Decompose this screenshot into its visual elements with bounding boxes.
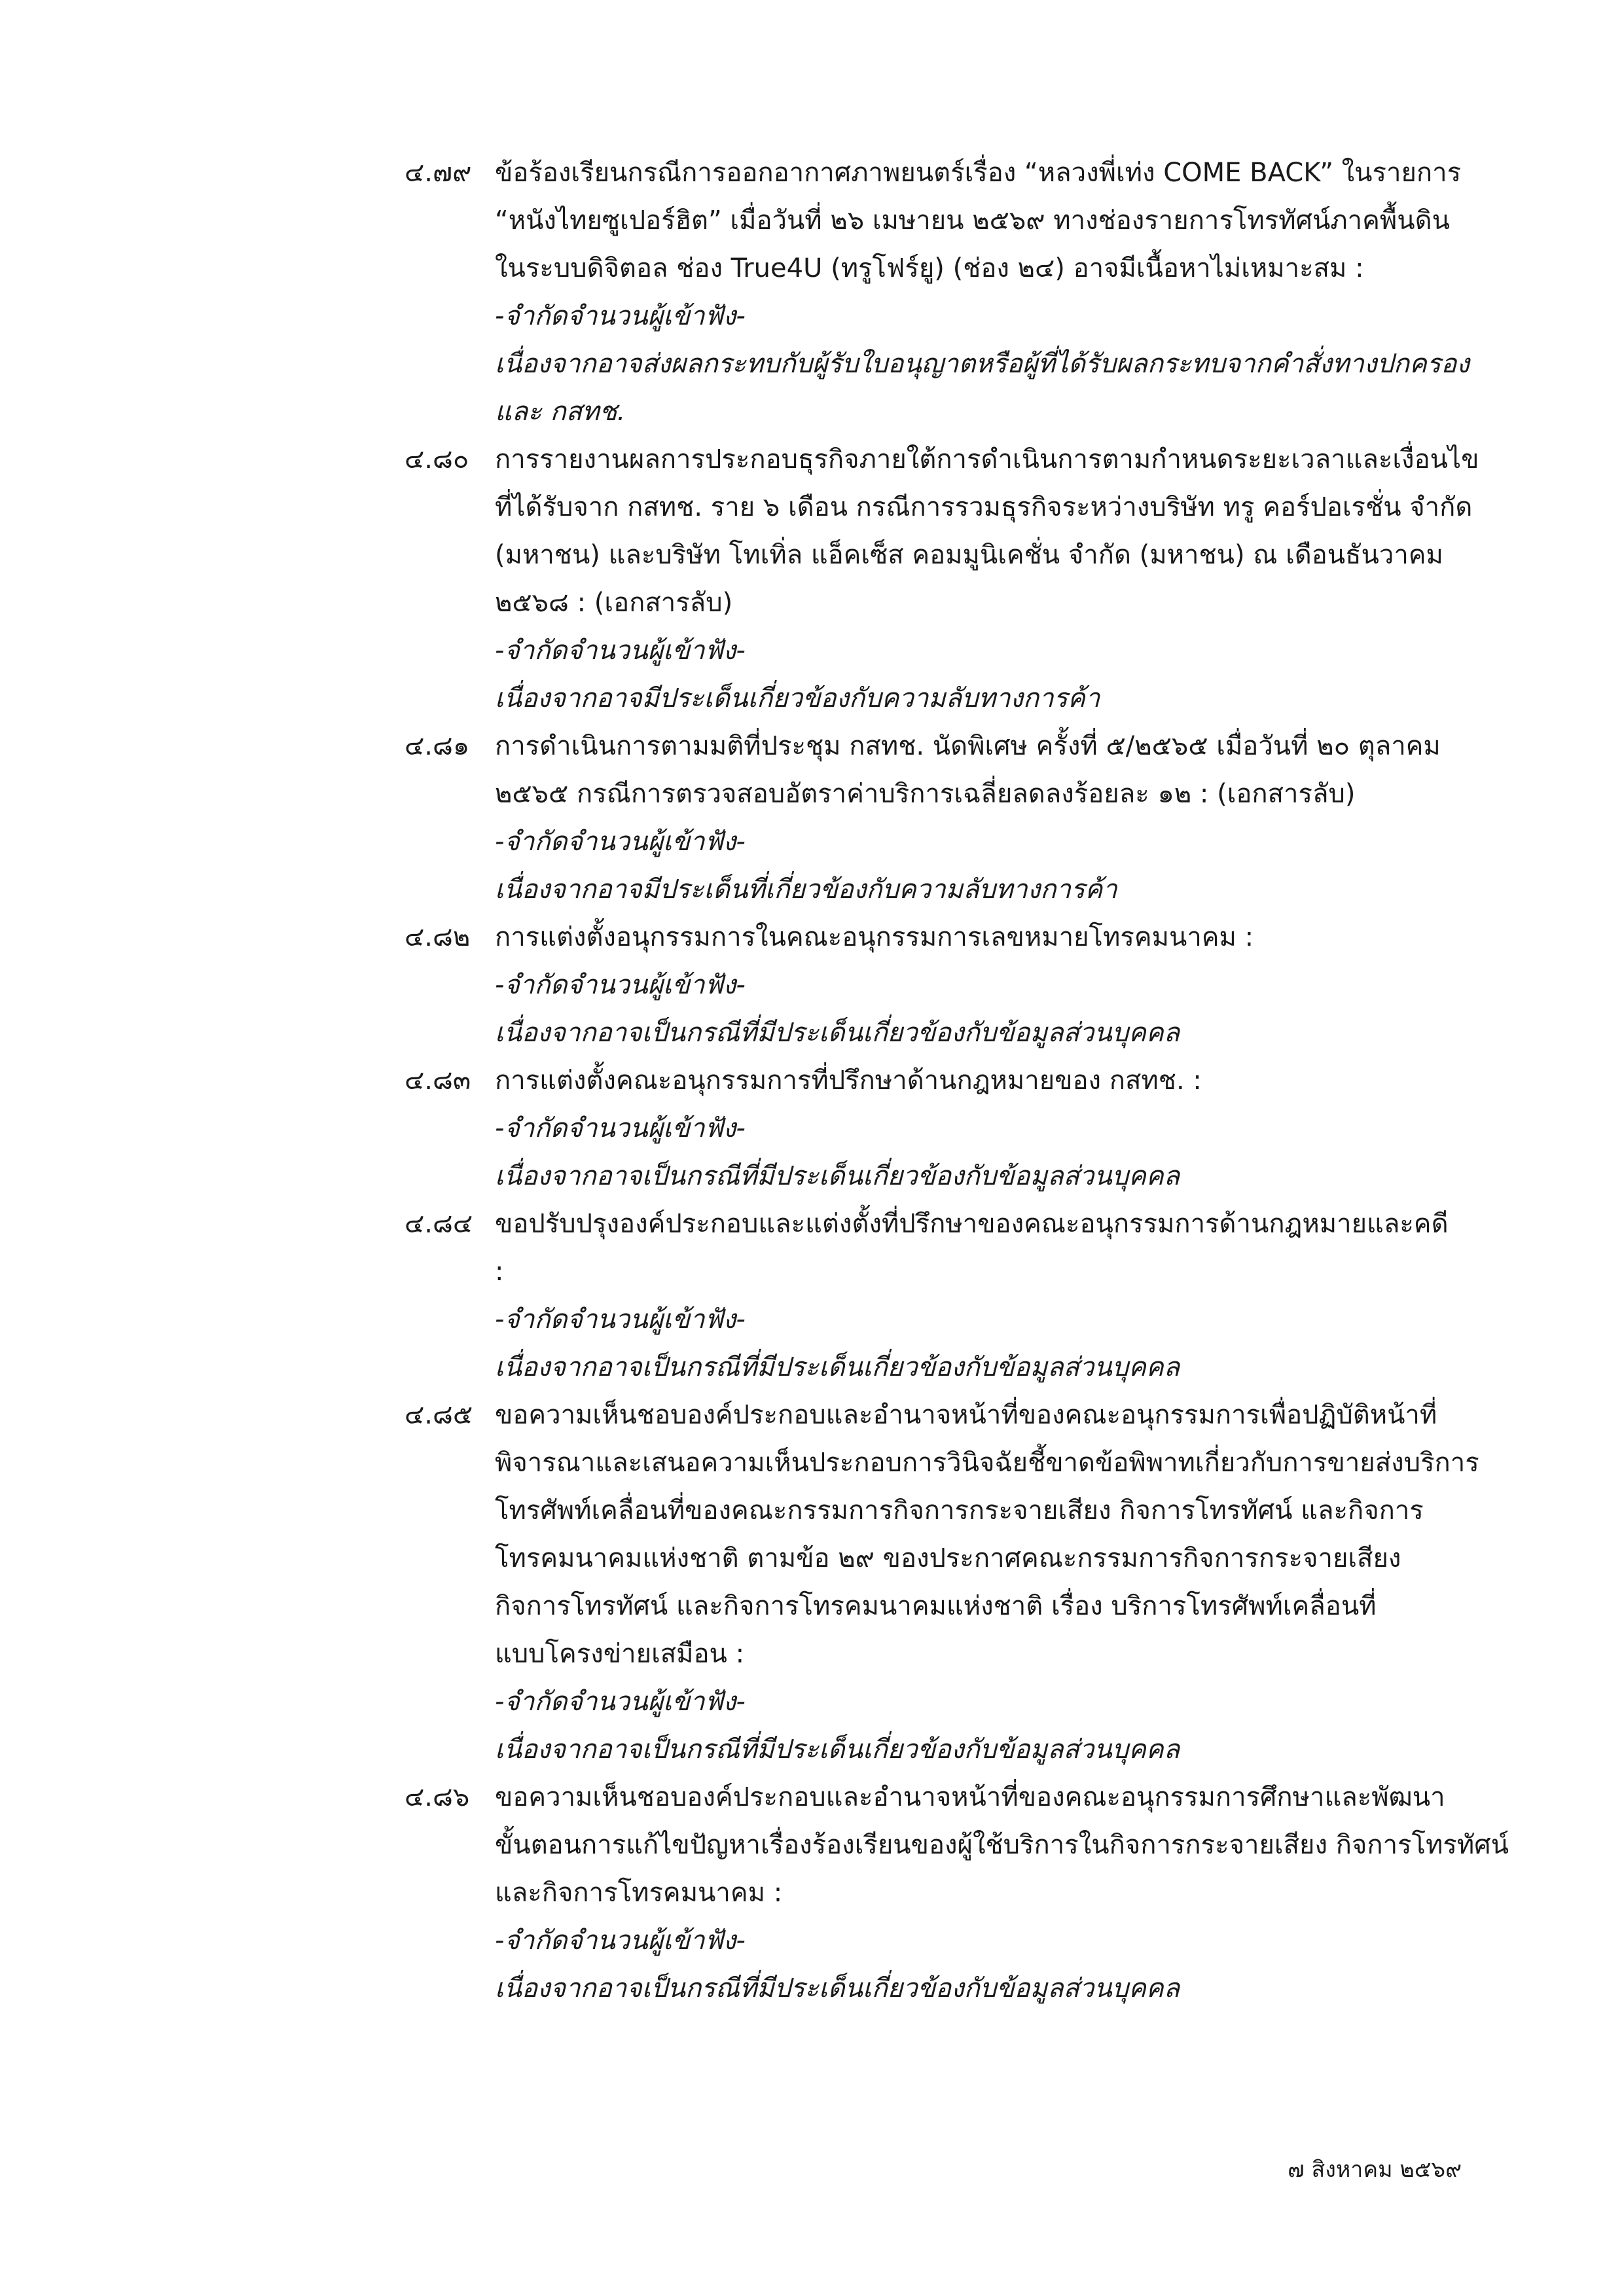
agenda-item [405, 914, 1530, 1057]
item-number: ๔.๘๓ [405, 1066, 471, 1096]
agenda-item [405, 436, 1530, 723]
item-title-line: ขั้นตอนการแก้ไขปัญหาเรื่องร้องเรียนของผู้ใช้บริการในกิจการกระจายเสียง กิจการโทรทัศน์ [495, 1830, 1509, 1860]
item-number: ๔.๘๑ [405, 731, 470, 761]
item-reason-line: เนื่องจากอาจมีประเด็นเกี่ยวข้องกับความลับทางการค้า [495, 683, 1100, 713]
item-title-line: ขอความเห็นชอบองค์ประกอบและอำนาจหน้าที่ของคณะอนุกรรมการเพื่อปฏิบัติหน้าที่ [495, 1400, 1437, 1430]
item-restriction: -จำกัดจำนวนผู้เข้าฟัง- [495, 970, 746, 1000]
item-title-line: ในระบบดิจิตอล ช่อง True4U (ทรูโฟร์ยู) (ช่อง ๒๔) อาจมีเนื้อหาไม่เหมาะสม : [495, 253, 1364, 283]
item-restriction: -จำกัดจำนวนผู้เข้าฟัง- [495, 636, 746, 666]
item-reason-line: เนื่องจากอาจเป็นกรณีที่มีประเด็นเกี่ยวข้องกับข้อมูลส่วนบุคคล [495, 1161, 1180, 1191]
item-reason-line: และ กสทช. [495, 397, 626, 427]
item-title-line: การแต่งตั้งอนุกรรมการในคณะอนุกรรมการเลขหมายโทรคมนาคม : [495, 922, 1254, 952]
item-title-line: ๒๕๖๕ กรณีการตรวจสอบอัตราค่าบริการเฉลี่ยลดลงร้อยละ ๑๒ : (เอกสารลับ) [495, 779, 1356, 809]
item-title-line: การรายงานผลการประกอบธุรกิจภายใต้การดำเนินการตามกำหนดระยะเวลาและเงื่อนไข [495, 444, 1479, 475]
item-title-line: โทรศัพท์เคลื่อนที่ของคณะกรรมการกิจการกระจายเสียง กิจการโทรทัศน์ และกิจการ [495, 1496, 1424, 1526]
item-title-line: โทรคมนาคมแห่งชาติ ตามข้อ ๒๙ ของประกาศคณะกรรมการกิจการกระจายเสียง [495, 1543, 1401, 1573]
item-reason-line: เนื่องจากอาจเป็นกรณีที่มีประเด็นเกี่ยวข้องกับข้อมูลส่วนบุคคล [495, 1352, 1180, 1382]
item-title-line: ขอปรับปรุงองค์ประกอบและแต่งตั้งที่ปรึกษาของคณะอนุกรรมการด้านกฎหมายและคดี [495, 1209, 1449, 1239]
item-title-line: ขอความเห็นชอบองค์ประกอบและอำนาจหน้าที่ของคณะอนุกรรมการศึกษาและพัฒนา [495, 1782, 1445, 1812]
agenda-item [405, 723, 1530, 914]
item-title-line: ข้อร้องเรียนกรณีการออกอากาศภาพยนตร์เรื่อง “หลวงพี่เท่ง COME BACK” ในรายการ [495, 158, 1462, 188]
item-number: ๔.๗๙ [405, 158, 472, 188]
item-title-line: พิจารณาและเสนอความเห็นประกอบการวินิจฉัยชี้ขาดข้อพิพาทเกี่ยวกับการขายส่งบริการ [495, 1448, 1479, 1478]
item-title-line: กิจการโทรทัศน์ และกิจการโทรคมนาคมแห่งชาติ เรื่อง บริการโทรศัพท์เคลื่อนที่ [495, 1591, 1377, 1621]
item-restriction: -จำกัดจำนวนผู้เข้าฟัง- [495, 1687, 746, 1717]
item-number: ๔.๘๐ [405, 444, 469, 475]
item-title-line: : [495, 1257, 504, 1287]
item-reason-line: เนื่องจากอาจเป็นกรณีที่มีประเด็นเกี่ยวข้องกับข้อมูลส่วนบุคคล [495, 1973, 1180, 2003]
item-number: ๔.๘๕ [405, 1400, 473, 1430]
item-reason-line: เนื่องจากอาจส่งผลกระทบกับผู้รับใบอนุญาตหรือผู้ที่ได้รับผลกระทบจากคำสั่งทางปกครอง [495, 349, 1470, 379]
item-restriction: -จำกัดจำนวนผู้เข้าฟัง- [495, 1926, 746, 1956]
item-title-line: การดำเนินการตามมติที่ประชุม กสทช. นัดพิเศษ ครั้งที่ ๕/๒๕๖๕ เมื่อวันที่ ๒๐ ตุลาคม [495, 731, 1441, 761]
agenda-item [405, 1200, 1530, 1391]
item-restriction: -จำกัดจำนวนผู้เข้าฟัง- [495, 1113, 746, 1143]
item-restriction: -จำกัดจำนวนผู้เข้าฟัง- [495, 1304, 746, 1335]
agenda-item [405, 1774, 1530, 2013]
item-title-line: “หนังไทยซูเปอร์ฮิต” เมื่อวันที่ ๒๖ เมษายน ๒๕๖๙ ทางช่องรายการโทรทัศน์ภาคพื้นดิน [495, 206, 1450, 236]
item-title-line: แบบโครงข่ายเสมือน : [495, 1639, 745, 1669]
item-number: ๔.๘๒ [405, 922, 471, 952]
footer-date: ๗ สิงหาคม ๒๕๖๙ [1288, 2157, 1462, 2183]
item-number: ๔.๘๖ [405, 1782, 470, 1812]
item-reason-line: เนื่องจากอาจมีประเด็นที่เกี่ยวข้องกับความลับทางการค้า [495, 874, 1117, 905]
item-restriction: -จำกัดจำนวนผู้เข้าฟัง- [495, 827, 746, 857]
agenda-item [405, 149, 1530, 436]
item-title-line: และกิจการโทรคมนาคม : [495, 1878, 783, 1908]
agenda-item [405, 1057, 1530, 1200]
item-reason-line: เนื่องจากอาจเป็นกรณีที่มีประเด็นเกี่ยวข้องกับข้อมูลส่วนบุคคล [495, 1734, 1180, 1765]
item-restriction: -จำกัดจำนวนผู้เข้าฟัง- [495, 301, 746, 331]
item-title-line: การแต่งตั้งคณะอนุกรรมการที่ปรึกษาด้านกฎหมายของ กสทช. : [495, 1066, 1202, 1096]
item-reason-line: เนื่องจากอาจเป็นกรณีที่มีประเด็นเกี่ยวข้องกับข้อมูลส่วนบุคคล [495, 1018, 1180, 1048]
item-title-line: ที่ได้รับจาก กสทช. ราย ๖ เดือน กรณีการรวมธุรกิจระหว่างบริษัท ทรู คอร์ปอเรชั่น จำกัด [495, 492, 1473, 522]
item-number: ๔.๘๔ [405, 1209, 473, 1239]
agenda-list [405, 149, 1530, 2013]
item-title-line: (มหาชน) และบริษัท โทเทิ่ล แอ็คเซ็ส คอมมูนิเคชั่น จำกัด (มหาชน) ณ เดือนธันวาคม [495, 540, 1443, 570]
item-title-line: ๒๕๖๘ : (เอกสารลับ) [495, 588, 733, 618]
agenda-item [405, 1391, 1530, 1774]
